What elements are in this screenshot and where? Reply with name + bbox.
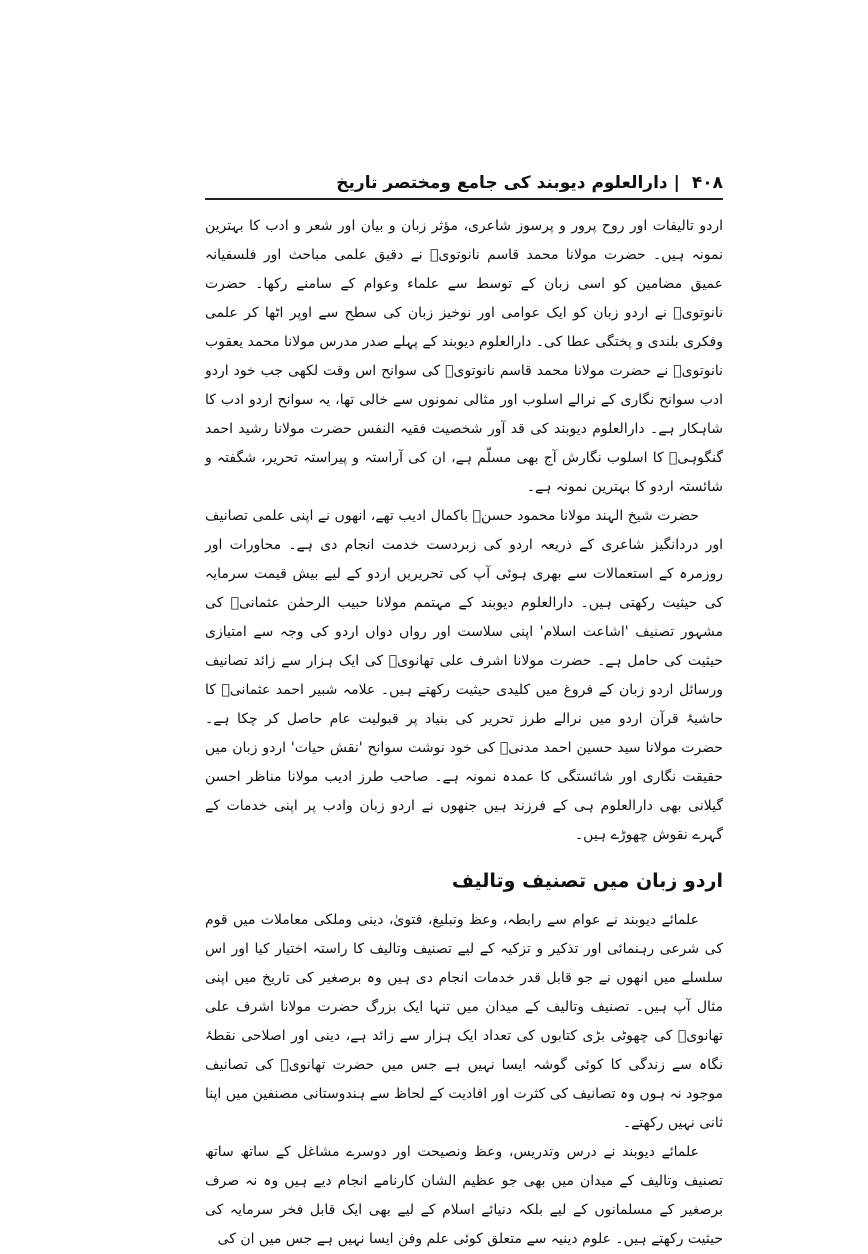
paragraph: علمائے دیوبند نے درس وتدریس، وعظ ونصیحت اور دوسرے مشاغل کے ساتھ ساتھ تصنیف وتالیف کے میدان میں بھی جو عظیم الشان کارنامے انجام دیے ہیں وہ نہ صرف برصغیر کے مسلمانوں کے لیے بلکہ دنیائے اسلام کے لیے بھی ایک قابل فخر سرمایہ کی حیثیت رکھتے ہیں۔ علوم دینیہ سے متعلق کوئی علم وفن ایسا نہیں ہے جس میں ان کی xyxy=(205,1144,723,1247)
page-number: ۴۰۸ xyxy=(691,173,723,193)
paragraph: حضرت شیخ الہند مولانا محمود حسنؒ باکمال ادیب تھے، انھوں نے اپنی علمی تصانیف اور دردانگیز شاعری کے ذریعہ اردو کی زبردست خدمت انجام دی ہے۔ محاورات اور روزمرہ کے استعمالات سے بھری ہوئی آپ کی تحریریں اردو کے لیے بیش قیمت سرمایہ کی حیثیت رکھتی ہیں۔ دارالعلوم دیوبند کے مہتمم مولانا حبیب الرحمٰن عثمانیؒ کی مشہور تصنیف 'اشاعت اسلام' اپنی سلاست اور رواں دواں اردو کی وجہ سے امتیازی حیثیت کی حامل ہے۔ حضرت مولانا اشرف علی تھانویؒ کی ایک ہزار سے زائد تصانیف ورسائل اردو زبان کے فروغ میں کلیدی حیثیت رکھتے ہیں۔ علامہ شبیر احمد عثمانیؒ کا حاشیۂ قرآن اردو میں نرالے طرز تحریر کی بنیاد پر قبولیت عام حاصل کر چکا ہے۔ حضرت مولانا سید حسین احمد مدنیؒ کی خود نوشت سوانح 'نقش حیات' اردو زبان میں حقیقت نگاری اور شائستگی کا عمدہ نمونہ ہے۔ صاحب طرز ادیب مولانا مناظر احسن گیلانی بھی دارالعلوم ہی کے فرزند ہیں جنھوں نے اردو زبان وادب پر اپنی خدمات کے گہرے نقوش چھوڑے ہیں۔ xyxy=(205,508,723,843)
page-body xyxy=(205,212,723,1254)
header-rule xyxy=(205,198,723,200)
paragraph: علمائے دیوبند نے عوام سے رابطہ، وعظ وتبلیغ، فتویٰ، دینی وملکی معاملات میں قوم کی شرعی رہنمائی اور تذکیر و تزکیہ کے لیے تصنیف وتالیف کا راستہ اختیار کیا اور اس سلسلے میں انھوں نے جو قابل قدر خدمات انجام دی ہیں وہ برصغیر کی تاریخ میں اپنی مثال آپ ہیں۔ تصنیف وتالیف کے میدان میں تنہا ایک بزرگ حضرت مولانا اشرف علی تھانویؒ کی چھوٹی بڑی کتابوں کی تعداد ایک ہزار سے زائد ہے، دینی اور اصلاحی نقطۂ نگاہ سے زندگی کا کوئی گوشہ ایسا نہیں ہے جس میں حضرت تھانویؒ کی تصانیف موجود نہ ہوں وہ تصانیف کی کثرت اور افادیت کے لحاظ سے ہندوستانی مصنفین میں اپنا ثانی نہیں رکھتے۔ xyxy=(205,912,723,1131)
section-heading: اردو زبان میں تصنیف وتالیف xyxy=(451,870,723,892)
running-header xyxy=(205,168,723,198)
paragraph: اردو تالیفات اور روح پرور و پرسوز شاعری، مؤثر زبان و بیان اور شعر و ادب کا بہترین نمونہ ہیں۔ حضرت مولانا محمد قاسم نانوتویؒ نے دقیق علمی مباحث اور فلسفیانہ عمیق مضامین کو اسی زبان کے توسط سے علماء وعوام کے سامنے رکھا۔ حضرت نانوتویؒ نے اردو زبان کو ایک عوامی اور نوخیز زبان کی سطح سے اوپر اٹھا کر علمی وفکری بلندی و پختگی عطا کی۔ دارالعلوم دیوبند کے پہلے صدر مدرس مولانا محمد یعقوب نانوتویؒ نے حضرت مولانا محمد قاسم نانوتویؒ کی سوانح اس وقت لکھی جب خود اردو ادب سوانح نگاری کے نرالے اسلوب اور مثالی نمونوں سے خالی تھا، یہ سوانح اردو ادب کا شاہکار ہے۔ دارالعلوم دیوبند کی قد آور شخصیت فقیہ النفس حضرت مولانا رشید احمد گنگوہیؒ کا اسلوب نگارش آج بھی مسلّم ہے، ان کی آراستہ و پیراستہ تحریر، شگفتہ و شائستہ اردو کا بہترین نمونہ ہے۔ xyxy=(205,218,723,495)
book-title: دارالعلوم دیوبند کی جامع ومختصر تاریخ xyxy=(336,173,668,193)
header-separator: | xyxy=(673,173,680,193)
